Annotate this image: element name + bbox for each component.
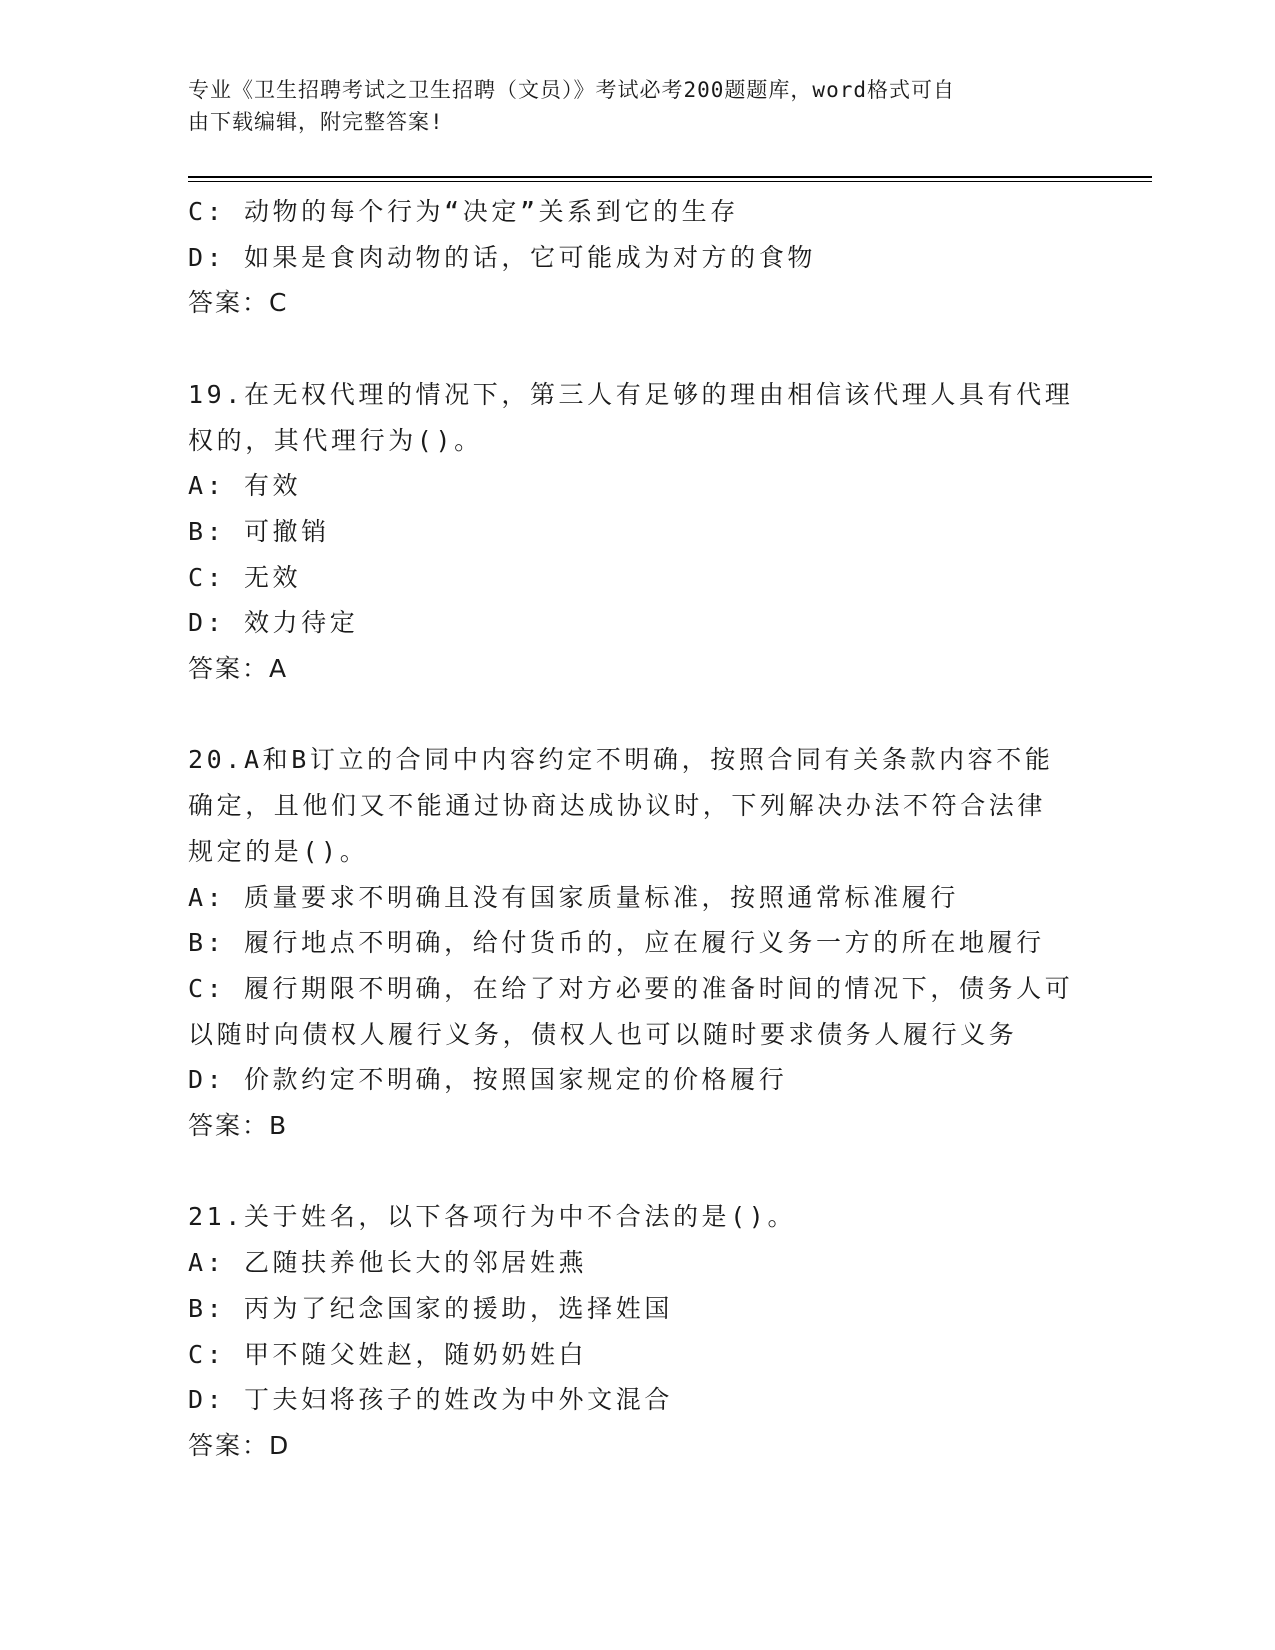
question-stem-line: 确定，且他们又不能通过协商达成协议时，下列解决办法不符合法律	[188, 791, 1047, 821]
option-b: B: 丙为了纪念国家的援助，选择姓国	[188, 1293, 673, 1323]
option-a: A: 乙随扶养他长大的邻居姓燕	[188, 1248, 588, 1278]
option-a: A: 质量要求不明确且没有国家质量标准，按照通常标准履行	[188, 882, 959, 912]
question-20	[188, 737, 1088, 1148]
spacer	[188, 1149, 1088, 1195]
answer-label: 答案：B	[188, 1111, 289, 1141]
header-divider-thick	[188, 176, 1152, 178]
option-a: A: 有效	[188, 471, 302, 501]
option-b: B: 可撤销	[188, 516, 330, 546]
header-divider-thin	[188, 181, 1152, 182]
option-b: B: 履行地点不明确，给付货币的，应在履行义务一方的所在地履行	[188, 928, 1045, 958]
header-line-1: 专业《卫生招聘考试之卫生招聘（文员）》考试必考200题题库，word格式可自	[188, 78, 955, 102]
option-c-continued: 以随时向债权人履行义务，债权人也可以随时要求债务人履行义务	[188, 1019, 1018, 1049]
option-d: D: 如果是食肉动物的话，它可能成为对方的食物	[188, 242, 816, 272]
question-18-continued	[188, 189, 1088, 326]
spacer	[188, 326, 1088, 372]
answer-label: 答案：A	[188, 654, 289, 684]
question-stem-line: 21.关于姓名，以下各项行为中不合法的是()。	[188, 1202, 797, 1232]
option-d: D: 效力待定	[188, 608, 359, 638]
option-c: C: 动物的每个行为“决定”关系到它的生存	[188, 197, 739, 226]
answer-label: 答案：D	[188, 1430, 291, 1460]
option-c: C: 甲不随父姓赵，随奶奶姓白	[188, 1339, 588, 1369]
question-list	[188, 189, 1088, 1469]
question-stem-line: 规定的是()。	[188, 836, 369, 866]
answer-label: 答案：C	[188, 288, 289, 318]
option-d: D: 丁夫妇将孩子的姓改为中外文混合	[188, 1385, 673, 1415]
option-d: D: 价款约定不明确，按照国家规定的价格履行	[188, 1065, 788, 1095]
question-stem-line: 权的，其代理行为()。	[188, 425, 483, 455]
question-stem-line: 20.A和B订立的合同中内容约定不明确，按照合同有关条款内容不能	[188, 745, 1054, 775]
spacer	[188, 692, 1088, 738]
question-21	[188, 1194, 1088, 1468]
document-header	[188, 74, 1068, 138]
header-line-2: 由下载编辑，附完整答案!	[188, 110, 444, 134]
option-c: C: 无效	[188, 562, 302, 592]
question-stem-line: 19.在无权代理的情况下，第三人有足够的理由相信该代理人具有代理	[188, 379, 1074, 409]
option-c: C: 履行期限不明确，在给了对方必要的准备时间的情况下，债务人可	[188, 973, 1074, 1003]
question-19	[188, 372, 1088, 692]
